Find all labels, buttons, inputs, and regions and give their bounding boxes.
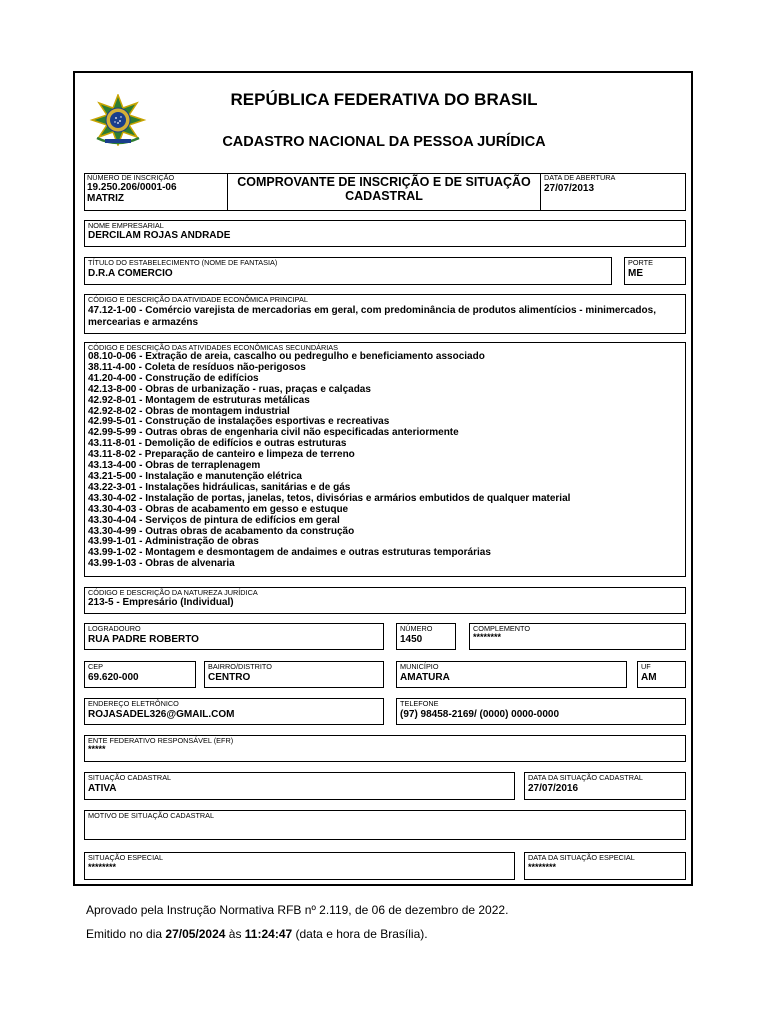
emitido-prefix: Emitido no dia: [86, 927, 166, 941]
atividade-secundaria-item: 43.22-3-01 - Instalações hidráulicas, sanitárias e de gás: [88, 481, 351, 493]
cep-label: CEP: [88, 662, 104, 671]
atividade-secundaria-item: 43.99-1-01 - Administração de obras: [88, 536, 259, 548]
atividade-secundaria-item: 43.30-4-04 - Serviços de pintura de edifícios em geral: [88, 514, 340, 526]
data-situacao-cell: [524, 772, 686, 800]
atividades-secundarias-cell: [84, 342, 686, 577]
atividade-secundaria-item: 43.99-1-03 - Obras de alvenaria: [88, 558, 235, 570]
emitido-suffix: (data e hora de Brasília).: [292, 927, 428, 941]
nome-label: NOME EMPRESARIAL: [88, 221, 164, 230]
situacao-value: ATIVA: [88, 783, 117, 794]
atividade-principal-label: CÓDIGO E DESCRIÇÃO DA ATIVIDADE ECONÔMICA PRINCIPAL: [88, 295, 308, 304]
atividade-secundaria-item: 41.20-4-00 - Construção de edifícios: [88, 372, 259, 384]
email-cell: [84, 698, 384, 725]
data-situacao-label: DATA DA SITUAÇÃO CADASTRAL: [528, 773, 643, 782]
atividade-secundaria-item: 43.11-8-02 - Preparação de canteiro e limpeza de terreno: [88, 449, 355, 461]
page-title: REPÚBLICA FEDERATIVA DO BRASIL: [230, 90, 538, 109]
atividade-secundaria-item: 43.13-4-00 - Obras de terraplenagem: [88, 460, 261, 472]
numero-value: 1450: [400, 634, 423, 645]
page-subtitle: CADASTRO NACIONAL DA PESSOA JURÍDICA: [222, 134, 546, 150]
natureza-cell: [84, 587, 686, 614]
porte-cell: [624, 257, 686, 285]
fantasia-label: TÍTULO DO ESTABELECIMENTO (NOME DE FANTASIA): [88, 258, 278, 267]
porte-label: PORTE: [628, 258, 654, 267]
telefone-cell: [396, 698, 686, 725]
telefone-label: TELEFONE: [400, 699, 439, 708]
atividade-secundaria-item: 42.92-8-02 - Obras de montagem industrial: [88, 405, 290, 417]
atividades-secundarias-list: [88, 352, 570, 570]
uf-value: AM: [641, 672, 657, 683]
fantasia-value: D.R.A COMERCIO: [88, 268, 173, 279]
data-situacao-especial-cell: [524, 852, 686, 880]
footer-emitido: [86, 927, 428, 941]
natureza-label: CÓDIGO E DESCRIÇÃO DA NATUREZA JURÍDICA: [88, 588, 258, 597]
complemento-value: ********: [473, 632, 502, 642]
bairro-value: CENTRO: [208, 672, 251, 683]
atividade-secundaria-item: 42.13-8-00 - Obras de urbanização - ruas, praças e calçadas: [88, 383, 371, 395]
telefone-value: (97) 98458-2169/ (0000) 0000-0000: [400, 709, 560, 720]
atividade-principal-line2: mercearias e armazéns: [88, 317, 199, 328]
inscricao-value: 19.250.206/0001-06: [87, 182, 177, 193]
atividades-secundarias-label: CÓDIGO E DESCRIÇÃO DAS ATIVIDADES ECONÔMICAS SECUNDÁRIAS: [88, 343, 339, 352]
data-situacao-especial-value: ********: [528, 862, 557, 872]
atividade-secundaria-item: 43.11-8-01 - Demolição de edifícios e outras estruturas: [88, 438, 347, 450]
atividade-secundaria-item: 43.30-4-99 - Outras obras de acabamento da construção: [88, 525, 355, 537]
emitido-mid: às: [225, 927, 245, 941]
data-situacao-especial-label: DATA DA SITUAÇÃO ESPECIAL: [528, 853, 635, 862]
situacao-label: SITUAÇÃO CADASTRAL: [88, 773, 172, 782]
municipio-value: AMATURA: [400, 672, 450, 683]
efr-label: ENTE FEDERATIVO RESPONSÁVEL (EFR): [88, 736, 234, 745]
data-situacao-value: 27/07/2016: [528, 783, 579, 794]
atividade-secundaria-item: 42.99-5-01 - Construção de instalações esportivas e recreativas: [88, 416, 390, 428]
natureza-value: 213-5 - Empresário (Individual): [88, 597, 234, 608]
email-label: ENDEREÇO ELETRÔNICO: [88, 699, 179, 708]
footer-aprovado: Aprovado pela Instrução Normativa RFB nº 2.119, de 06 de dezembro de 2022.: [86, 903, 509, 917]
atividade-secundaria-item: 43.21-5-00 - Instalação e manutenção elétrica: [88, 470, 302, 482]
bairro-cell: [204, 661, 384, 688]
motivo-label: MOTIVO DE SITUAÇÃO CADASTRAL: [88, 811, 215, 820]
cep-cell: [84, 661, 196, 688]
uf-label: UF: [641, 662, 651, 671]
logradouro-label: LOGRADOURO: [88, 624, 141, 633]
numero-label: NÚMERO: [400, 624, 433, 633]
inscricao-label: NÚMERO DE INSCRIÇÃO: [87, 173, 175, 182]
atividade-secundaria-item: 43.99-1-02 - Montagem e desmontagem de andaimes e outras estruturas temporárias: [88, 547, 491, 559]
abertura-label: DATA DE ABERTURA: [544, 173, 616, 182]
abertura-value: 27/07/2013: [544, 183, 595, 194]
emitido-date: 27/05/2024: [165, 927, 226, 941]
situacao-cell: [84, 772, 515, 800]
atividade-secundaria-item: 43.30-4-02 - Instalação de portas, janelas, tetos, divisórias e armários embutidos de qualquer material: [88, 492, 571, 504]
atividade-secundaria-item: 42.92-8-01 - Montagem de estruturas metálicas: [88, 394, 310, 406]
fantasia-cell: [84, 257, 612, 285]
motivo-cell: [84, 810, 686, 840]
email-value: ROJASADEL326@GMAIL.COM: [88, 709, 235, 720]
situacao-especial-value: ********: [88, 862, 117, 872]
logradouro-cell: [84, 623, 384, 650]
atividade-secundaria-item: 42.99-5-99 - Outras obras de engenharia civil não especificadas anteriormente: [88, 427, 459, 439]
bairro-label: BAIRRO/DISTRITO: [208, 662, 272, 671]
uf-cell: [637, 661, 686, 688]
abertura-cell: [540, 173, 686, 211]
municipio-label: MUNICÍPIO: [400, 662, 439, 671]
cep-value: 69.620-000: [88, 672, 139, 683]
situacao-especial-cell: [84, 852, 515, 880]
efr-value: *****: [88, 744, 106, 754]
comprovante-title: COMPROVANTE DE INSCRIÇÃO E DE SITUAÇÃO CADASTRAL: [237, 175, 531, 203]
nome-value: DERCILAM ROJAS ANDRADE: [88, 230, 231, 241]
atividade-principal-line1: 47.12-1-00 - Comércio varejista de mercadorias em geral, com predominância de produtos alimentícios - minimercados,: [88, 305, 656, 316]
municipio-cell: [396, 661, 627, 688]
numero-cell: [396, 623, 456, 650]
nome-cell: [84, 220, 686, 247]
atividade-secundaria-item: 38.11-4-00 - Coleta de resíduos não-perigosos: [88, 361, 306, 373]
logradouro-value: RUA PADRE ROBERTO: [88, 634, 199, 645]
atividade-secundaria-item: 43.30-4-03 - Obras de acabamento em gesso e estuque: [88, 503, 349, 515]
complemento-label: COMPLEMENTO: [473, 624, 531, 633]
emitido-time: 11:24:47: [244, 927, 293, 941]
inscricao-tipo: MATRIZ: [87, 193, 125, 204]
atividade-secundaria-item: 08.10-0-06 - Extração de areia, cascalho ou pedregulho e beneficiamento associado: [88, 351, 485, 362]
atividade-principal-cell: [84, 294, 686, 334]
complemento-cell: [469, 623, 686, 650]
porte-value: ME: [628, 268, 643, 279]
inscricao-cell: [84, 173, 228, 211]
efr-cell: [84, 735, 686, 762]
situacao-especial-label: SITUAÇÃO ESPECIAL: [88, 853, 164, 862]
